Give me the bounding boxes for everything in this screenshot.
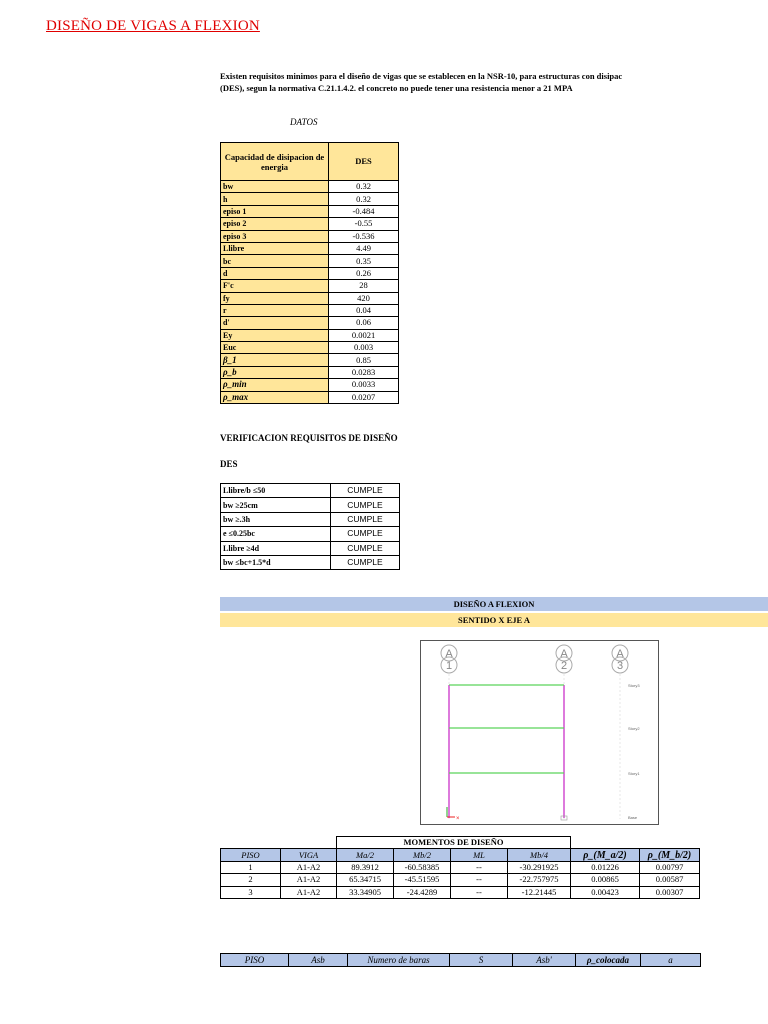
datos-row <box>221 354 399 366</box>
moments-header-cell: PISO <box>221 849 281 861</box>
moments-cell: -22.757975 <box>508 874 571 886</box>
datos-value: 28 <box>329 280 399 292</box>
des-label: DES <box>220 459 238 469</box>
bars-header-cell: Asb <box>289 954 348 967</box>
moments-header-cell: Ma/2 <box>337 849 394 861</box>
moments-cell: -- <box>451 874 508 886</box>
moments-cell: -12.21445 <box>508 886 571 898</box>
datos-value: 0.35 <box>329 255 399 267</box>
datos-value: -0.55 <box>329 218 399 230</box>
moments-cell: 0.00797 <box>640 861 700 873</box>
elevation-figure <box>420 640 659 825</box>
axis-bubble-a3 <box>612 645 628 673</box>
moments-row <box>221 861 700 873</box>
datos-value: 0.26 <box>329 267 399 279</box>
datos-key: ρ_b <box>221 366 329 378</box>
elevation-svg <box>421 641 658 824</box>
moments-cell: -24.4289 <box>394 886 451 898</box>
datos-value: 0.0207 <box>329 391 399 403</box>
verif-row <box>221 498 400 512</box>
axis-bubble-a1 <box>441 645 457 673</box>
moments-header-cell: ρ_(M_b/2) <box>640 849 700 861</box>
datos-value: 0.32 <box>329 193 399 205</box>
moments-cell: 0.00587 <box>640 874 700 886</box>
moments-cell: 0.00423 <box>571 886 640 898</box>
verif-condition: e ≤0.25bc <box>221 527 331 541</box>
datos-value: 0.04 <box>329 304 399 316</box>
bars-table <box>220 953 701 967</box>
datos-row <box>221 329 399 341</box>
datos-row <box>221 379 399 391</box>
datos-row <box>221 292 399 304</box>
verif-status: CUMPLE <box>331 512 400 526</box>
datos-row <box>221 205 399 217</box>
moments-header-cell: VIGA <box>281 849 337 861</box>
intro-line-2: (DES), segun la normativa C.21.1.4.2. el concreto no puede tener una resistencia menor a 21 MPA <box>220 83 573 93</box>
datos-key: Ey <box>221 329 329 341</box>
verif-status: CUMPLE <box>331 541 400 555</box>
datos-value: 0.003 <box>329 342 399 354</box>
datos-key: bw <box>221 181 329 193</box>
datos-key: r <box>221 304 329 316</box>
datos-key: bc <box>221 255 329 267</box>
datos-key: d <box>221 267 329 279</box>
bars-header-cell: a <box>641 954 701 967</box>
moments-cell: A1-A2 <box>281 886 337 898</box>
datos-row <box>221 230 399 242</box>
datos-value: -0.536 <box>329 230 399 242</box>
moments-cell: -- <box>451 886 508 898</box>
datos-row <box>221 181 399 193</box>
verif-status: CUMPLE <box>331 498 400 512</box>
moments-row <box>221 874 700 886</box>
datos-value: -0.484 <box>329 205 399 217</box>
bars-header-cell: Numero de baras <box>348 954 450 967</box>
datos-value: 0.0033 <box>329 379 399 391</box>
datos-header-row <box>221 143 399 181</box>
moments-header-row <box>221 849 700 861</box>
moments-cell: -30.291925 <box>508 861 571 873</box>
moments-cell: 0.00307 <box>640 886 700 898</box>
axis-a2-bottom: 2 <box>560 660 568 672</box>
moments-cell: A1-A2 <box>281 861 337 873</box>
datos-row <box>221 317 399 329</box>
axis-a1-top: A <box>445 648 453 660</box>
axis-a1-bottom: 1 <box>445 660 453 672</box>
moments-group-row <box>221 837 700 849</box>
datos-key: h <box>221 193 329 205</box>
bars-header-cell: ρ_colocada <box>576 954 641 967</box>
datos-label: DATOS <box>290 117 318 127</box>
datos-value: 0.0021 <box>329 329 399 341</box>
datos-value: 420 <box>329 292 399 304</box>
datos-row <box>221 255 399 267</box>
bars-header-row <box>221 954 701 967</box>
datos-key: Llibre <box>221 242 329 254</box>
datos-row <box>221 267 399 279</box>
verif-condition: bw ≥25cm <box>221 498 331 512</box>
moments-header-cell: Mb/4 <box>508 849 571 861</box>
datos-key: episo 3 <box>221 230 329 242</box>
verif-condition: Llibre ≥4d <box>221 541 331 555</box>
moments-cell: -45.51595 <box>394 874 451 886</box>
moments-cell: A1-A2 <box>281 874 337 886</box>
story-label-3: Story3 <box>628 683 640 688</box>
verif-condition: bw ≤bc+1.5*d <box>221 555 331 569</box>
verif-row <box>221 541 400 555</box>
intro-line-1: Existen requisitos minimos para el diseño de vigas que se establecen en la NSR-10, para estructuras con disipac <box>220 71 623 81</box>
datos-key: d' <box>221 317 329 329</box>
datos-key: fy <box>221 292 329 304</box>
datos-row <box>221 366 399 378</box>
moments-cell: 65.34715 <box>337 874 394 886</box>
story-label-2: Story2 <box>628 726 640 731</box>
axis-bubble-a2 <box>556 645 572 673</box>
datos-key: β_1 <box>221 354 329 366</box>
moments-header-cell: Mb/2 <box>394 849 451 861</box>
moments-header-cell: ML <box>451 849 508 861</box>
verif-condition: Llibre/b ≤50 <box>221 484 331 498</box>
moments-cell: -- <box>451 861 508 873</box>
moments-cell: 33.34905 <box>337 886 394 898</box>
bars-header-cell: Asb' <box>513 954 576 967</box>
sentido-eje-bar: SENTIDO X EJE A <box>220 613 768 627</box>
datos-key: episo 2 <box>221 218 329 230</box>
verif-condition: bw ≥.3h <box>221 512 331 526</box>
verif-row <box>221 484 400 498</box>
story-label-1: Story1 <box>628 771 640 776</box>
datos-value: 0.85 <box>329 354 399 366</box>
moments-group-header: MOMENTOS DE DISEÑO <box>337 837 571 849</box>
datos-row <box>221 391 399 403</box>
verif-status: CUMPLE <box>331 527 400 541</box>
svg-text:×: × <box>456 816 460 822</box>
moments-row <box>221 886 700 898</box>
page-title: DISEÑO DE VIGAS A FLEXION <box>46 18 260 34</box>
verificacion-table <box>220 483 400 570</box>
moments-header-cell: ρ_(M_a/2) <box>571 849 640 861</box>
verif-row <box>221 527 400 541</box>
axis-a3-top: A <box>616 648 624 660</box>
datos-table <box>220 142 399 404</box>
diseno-flexion-bar: DISEÑO A FLEXION <box>220 597 768 611</box>
moments-cell: 2 <box>221 874 281 886</box>
moments-cell: -60.58385 <box>394 861 451 873</box>
datos-key: episo 1 <box>221 205 329 217</box>
datos-key: ρ_min <box>221 379 329 391</box>
datos-value: 4.49 <box>329 242 399 254</box>
datos-row <box>221 304 399 316</box>
moments-cell: 0.00865 <box>571 874 640 886</box>
datos-row <box>221 218 399 230</box>
moments-cell: 1 <box>221 861 281 873</box>
datos-value: 0.0283 <box>329 366 399 378</box>
datos-row <box>221 342 399 354</box>
moments-table <box>220 836 700 899</box>
datos-row <box>221 242 399 254</box>
datos-row <box>221 280 399 292</box>
datos-row <box>221 193 399 205</box>
verif-row <box>221 555 400 569</box>
verif-status: CUMPLE <box>331 555 400 569</box>
moments-cell: 0.01226 <box>571 861 640 873</box>
verif-status: CUMPLE <box>331 484 400 498</box>
moments-cell: 3 <box>221 886 281 898</box>
intro-paragraph <box>220 70 740 94</box>
verificacion-title: VERIFICACION REQUISITOS DE DISEÑO <box>220 433 398 443</box>
datos-value: 0.06 <box>329 317 399 329</box>
bars-header-cell: S <box>450 954 513 967</box>
bars-header-cell: PISO <box>221 954 289 967</box>
axis-a2-top: A <box>560 648 568 660</box>
story-label-base: Base <box>628 815 638 820</box>
datos-key: ρ_max <box>221 391 329 403</box>
datos-key: Euc <box>221 342 329 354</box>
datos-header-key: Capacidad de disipacion de energia <box>221 143 329 181</box>
moments-cell: 89.3912 <box>337 861 394 873</box>
datos-value: 0.32 <box>329 181 399 193</box>
datos-header-value: DES <box>329 143 399 181</box>
axis-a3-bottom: 3 <box>616 660 624 672</box>
verif-row <box>221 512 400 526</box>
datos-key: F'c <box>221 280 329 292</box>
